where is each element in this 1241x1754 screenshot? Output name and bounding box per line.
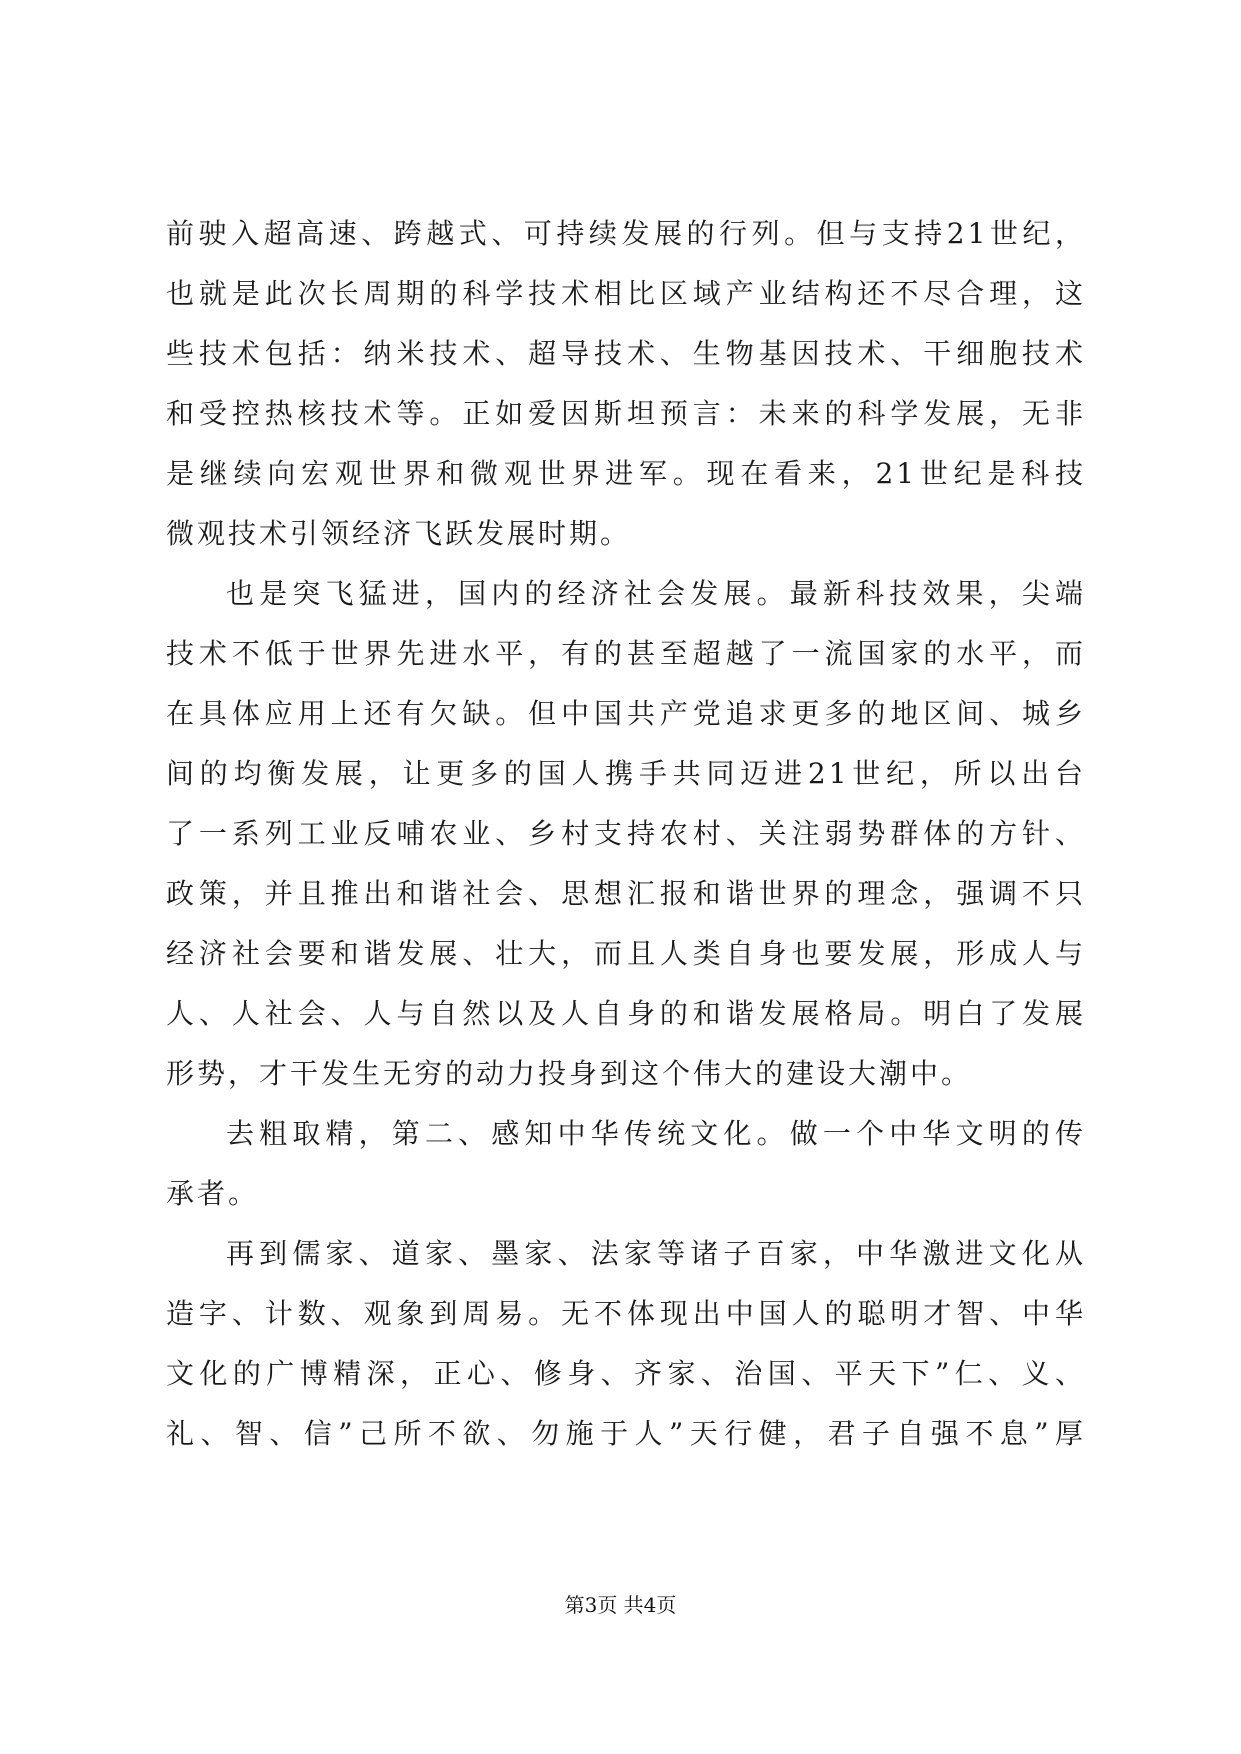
page-number: 第3页 共4页 [564, 1593, 677, 1617]
text-line: 些技术包括：纳米技术、超导技术、生物基因技术、干细胞技术 [166, 337, 1086, 370]
text-line: 政策，并且推出和谐社会、思想汇报和谐世界的理念，强调不只 [166, 877, 1086, 910]
text-line: 承者。 [166, 1177, 260, 1210]
text-line: 人、人社会、人与自然以及人自身的和谐发展格局。明白了发展 [166, 997, 1086, 1030]
text-line: 了一系列工业反哺农业、乡村支持农村、关注弱势群体的方针、 [166, 817, 1086, 850]
body-text [166, 204, 1086, 1464]
text-line: 是继续向宏观世界和微观世界进军。现在看来，21世纪是科技 [166, 457, 1086, 490]
text-line: 微观技术引领经济飞跃发展时期。 [166, 517, 632, 550]
text-line: 也就是此次长周期的科学技术相比区域产业结构还不尽合理，这 [166, 277, 1086, 310]
text-line: 文化的广博精深，正心、修身、齐家、治国、平天下”仁、义、 [166, 1357, 1086, 1390]
text-line: 也是突飞猛进，国内的经济社会发展。最新科技效果，尖端 [226, 577, 1086, 610]
text-line: 在具体应用上还有欠缺。但中国共产党追求更多的地区间、城乡 [166, 697, 1086, 730]
text-line: 前驶入超高速、跨越式、可持续发展的行列。但与支持21世纪， [166, 217, 1086, 250]
text-line: 去粗取精，第二、感知中华传统文化。做一个中华文明的传 [226, 1117, 1086, 1150]
text-line: 经济社会要和谐发展、壮大，而且人类自身也要发展，形成人与 [166, 937, 1086, 970]
text-line: 形势，才干发生无穷的动力投身到这个伟大的建设大潮中。 [166, 1057, 973, 1090]
text-line: 再到儒家、道家、墨家、法家等诸子百家，中华激进文化从 [226, 1237, 1086, 1270]
text-line: 和受控热核技术等。正如爱因斯坦预言：未来的科学发展，无非 [166, 397, 1086, 430]
text-line: 间的均衡发展，让更多的国人携手共同迈进21世纪，所以出台 [166, 757, 1086, 790]
text-line: 礼、智、信”己所不欲、勿施于人”天行健，君子自强不息”厚 [166, 1417, 1086, 1450]
text-line: 造字、计数、观象到周易。无不体现出中国人的聪明才智、中华 [166, 1297, 1086, 1330]
text-line: 技术不低于世界先进水平，有的甚至超越了一流国家的水平，而 [166, 637, 1086, 670]
page-footer [0, 1590, 1241, 1620]
